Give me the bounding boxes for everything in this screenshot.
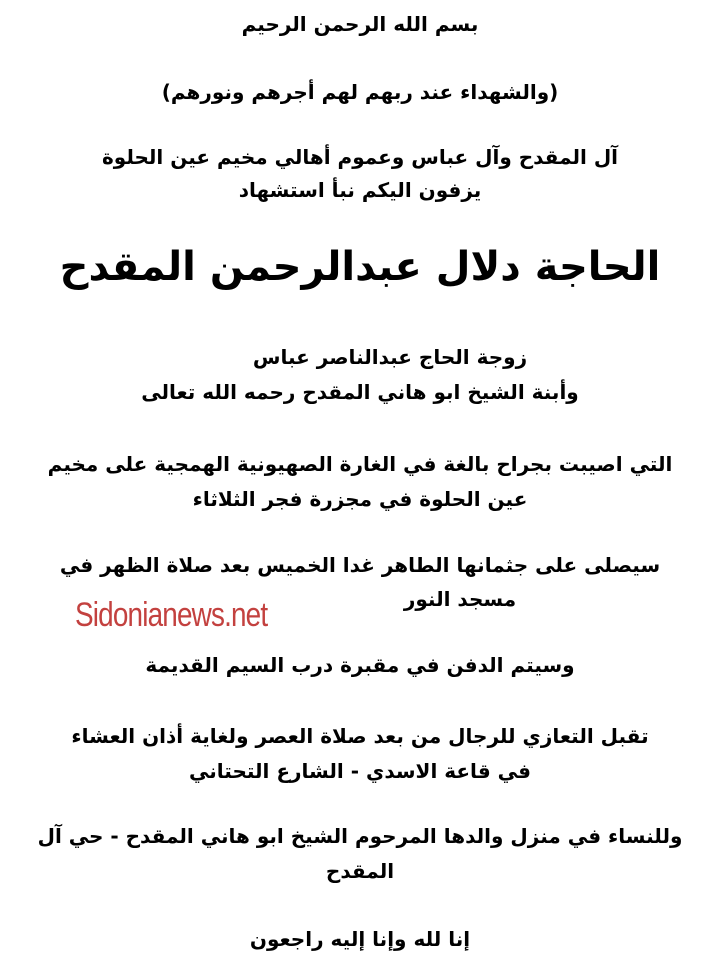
condolence-women-line-2: المقدح xyxy=(325,859,395,883)
watermark-text: Sidonianews.net xyxy=(75,596,268,634)
quran-verse: (والشهداء عند ربهم لهم أجرهم ونورهم) xyxy=(161,80,559,104)
families-announcement-line-2: يزفون اليكم نبأ استشهاد xyxy=(238,178,482,202)
closing-phrase: إنا لله وإنا إليه راجعون xyxy=(249,927,471,951)
prayer-line-1: سيصلى على جثمانها الطاهر غدا الخميس بعد صلاة الظهر في xyxy=(59,553,661,577)
injury-line-2: عين الحلوة في مجزرة فجر الثلاثاء xyxy=(192,487,528,511)
relation-line-1: زوجة الحاج عبدالناصر عباس xyxy=(252,345,528,369)
injury-line-1: التي اصيبت بجراح بالغة في الغارة الصهيونية الهمجية على مخيم xyxy=(47,452,673,476)
condolence-men-line-2: في قاعة الاسدي - الشارع التحتاني xyxy=(189,759,531,783)
prayer-line-2: مسجد النور xyxy=(403,587,517,611)
families-announcement-line-1: آل المقدح وآل عباس وعموم أهالي مخيم عين الحلوة xyxy=(101,145,619,169)
basmala: بسم الله الرحمن الرحيم xyxy=(241,12,479,36)
condolence-men-line-1: تقبل التعازي للرجال من بعد صلاة العصر ولغاية أذان العشاء xyxy=(71,724,649,748)
deceased-name: الحاجة دلال عبدالرحمن المقدح xyxy=(59,244,661,290)
relation-line-2: وأبنة الشيخ ابو هاني المقدح رحمه الله تعالى xyxy=(141,380,579,404)
condolence-women-line-1: وللنساء في منزل والدها المرحوم الشيخ ابو هاني المقدح - حي آل xyxy=(37,824,683,848)
burial-line: وسيتم الدفن في مقبرة درب السيم القديمة xyxy=(145,653,575,677)
